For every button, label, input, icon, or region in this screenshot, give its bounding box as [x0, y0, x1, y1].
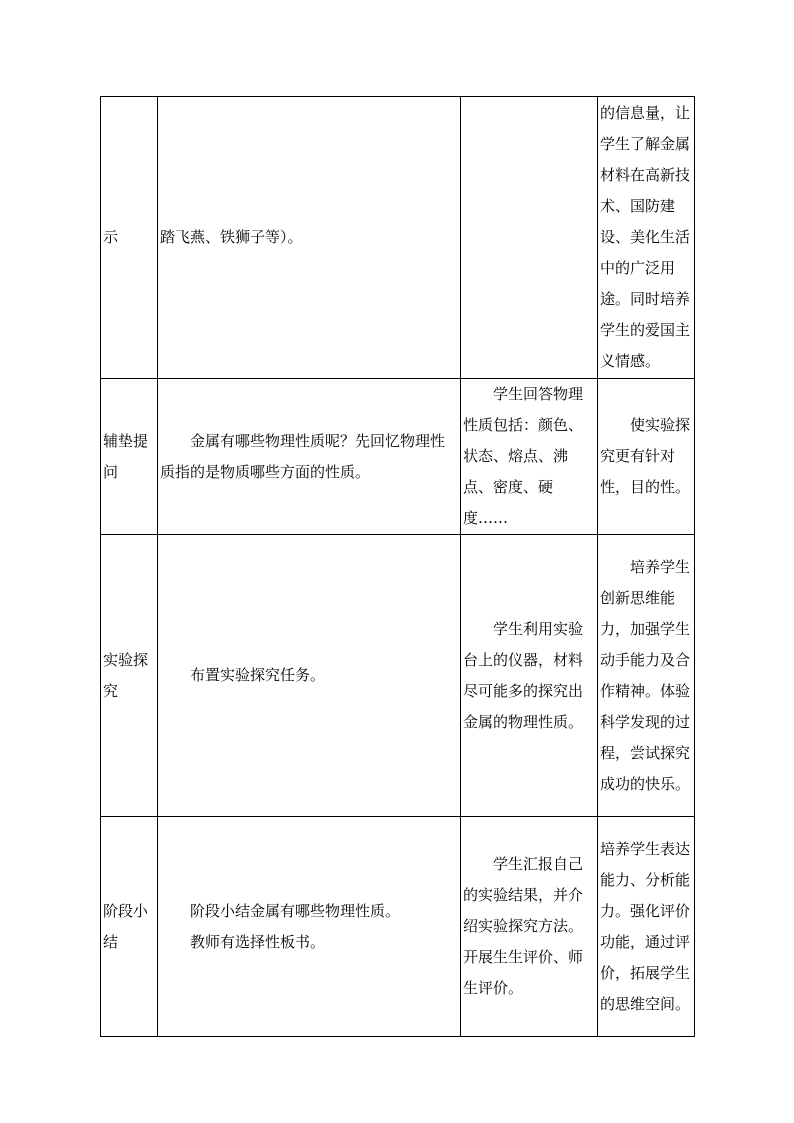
student-activity-cell [461, 817, 598, 1037]
teacher-activity-text: 阶段小结金属有哪些物理性质。 [190, 901, 401, 920]
teacher-activity-cell [158, 97, 461, 379]
student-activity-cell [461, 535, 598, 817]
student-activity-text: 学生回答物理性质包括：颜色、状态、熔点、沸点、密度、硬度…… [463, 385, 584, 527]
teacher-activity-cell [158, 379, 461, 535]
design-purpose-cell [598, 379, 695, 535]
design-purpose-text: 培养学生创新思维能力，加强学生动手能力及合作精神。体验科学发现的过程，尝试探究成功的快乐。 [600, 557, 691, 793]
teacher-activity-text: 踏飞燕、铁狮子等）。 [160, 228, 303, 246]
stage-label: 阶段小结 [103, 901, 149, 951]
stage-cell [101, 535, 158, 817]
student-activity-text: 学生汇报自己的实验结果，并介绍实验探究方法。开展生生评价、师生评价。 [463, 855, 584, 997]
table-row [101, 379, 695, 535]
teacher-activity-text: 教师有选择性板书。 [190, 932, 326, 951]
teacher-activity-text: 布置实验探究任务。 [190, 666, 326, 684]
stage-label: 辅垫提问 [103, 431, 149, 481]
stage-label: 示 [103, 228, 119, 246]
design-purpose-cell [598, 817, 695, 1037]
stage-cell [101, 97, 158, 379]
stage-cell [101, 817, 158, 1037]
table-row [101, 97, 695, 379]
teacher-activity-cell [158, 817, 461, 1037]
teacher-activity-cell [158, 535, 461, 817]
student-activity-text: 学生利用实验台上的仪器，材料尽可能多的探究出金属的物理性质。 [463, 619, 584, 731]
table-row [101, 535, 695, 817]
table-row [101, 817, 695, 1037]
design-purpose-cell [598, 535, 695, 817]
design-purpose-text: 使实验探究更有针对性，目的性。 [600, 416, 691, 496]
stage-cell [101, 379, 158, 535]
teacher-activity-text: 金属有哪些物理性质呢？先回忆物理性质指的是物质哪些方面的性质。 [160, 431, 446, 481]
design-purpose-cell [598, 97, 695, 379]
stage-label: 实验探究 [103, 650, 149, 700]
lesson-plan-table [100, 96, 695, 1037]
design-purpose-text: 的信息量，让学生了解金属材料在高新技术、国防建设、美化生活中的广泛用途。同时培养学生的爱国主义情感。 [600, 104, 691, 370]
design-purpose-text: 培养学生表达能力、分析能力。强化评价功能，通过评价，拓展学生的思维空间。 [600, 839, 691, 1013]
student-activity-cell [461, 97, 598, 379]
student-activity-cell [461, 379, 598, 535]
